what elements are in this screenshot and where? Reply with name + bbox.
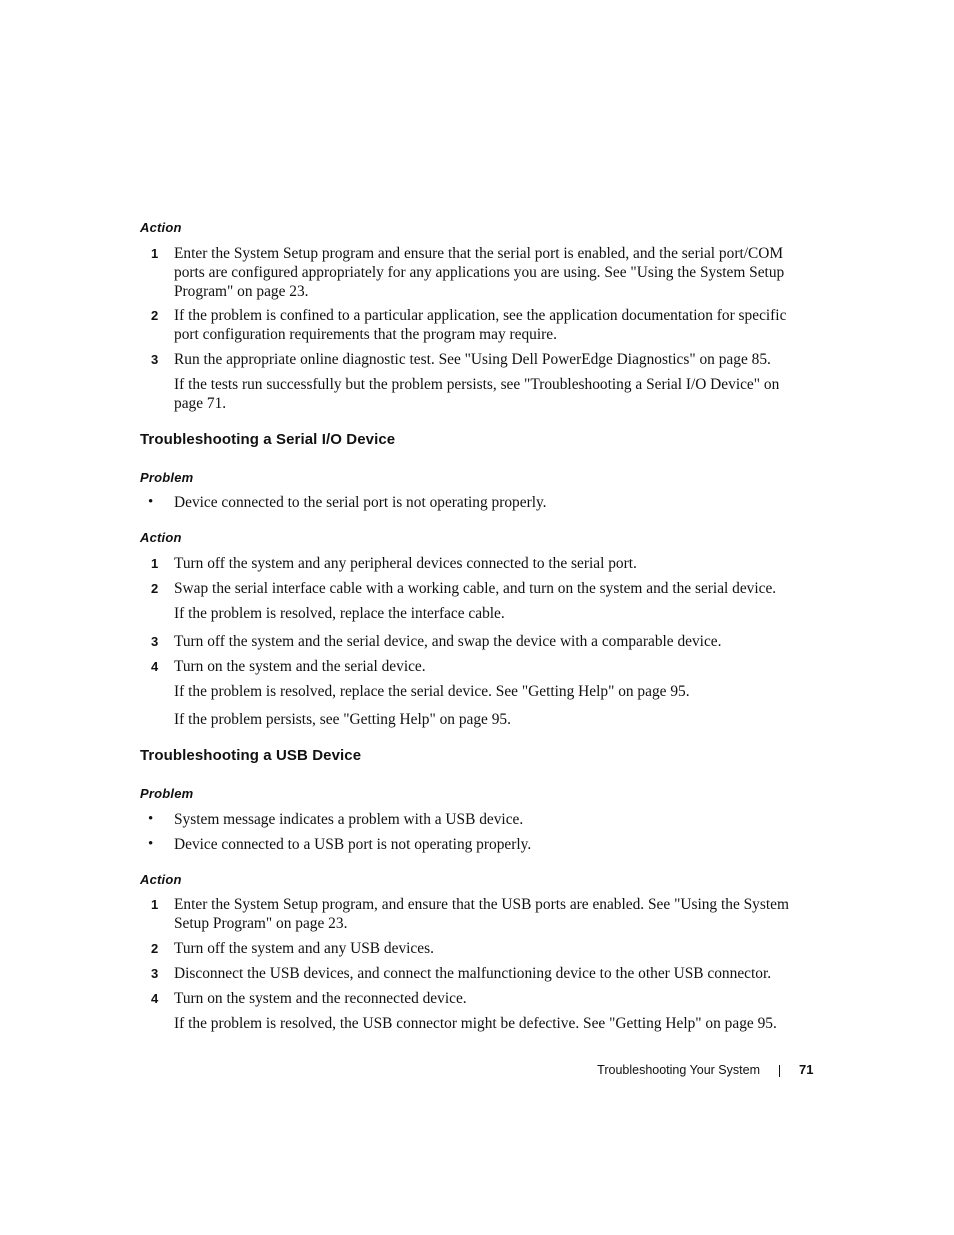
bullet-marker: • [148, 836, 154, 852]
step-number: 3 [151, 352, 159, 367]
step-text: Disconnect the USB devices, and connect the malfunctioning device to the other USB connector. [174, 965, 772, 982]
page-number: 71 [799, 1062, 814, 1077]
problem-item: Device connected to the serial port is not operating properly. [174, 494, 547, 511]
step-text: Run the appropriate online diagnostic test. See "Using Dell PowerEdge Diagnostics" on page 85. [174, 351, 771, 368]
step-number: 2 [151, 941, 159, 956]
step-number: 4 [151, 991, 159, 1006]
step-note: If the problem is resolved, replace the interface cable. [174, 605, 505, 622]
bullet-marker: • [148, 494, 154, 510]
action-label: Action [140, 872, 182, 887]
bullet-marker: • [148, 811, 154, 827]
problem-item: System message indicates a problem with a USB device. [174, 811, 524, 828]
footer-chapter-title: Troubleshooting Your System [597, 1063, 760, 1077]
step-number: 3 [151, 966, 159, 981]
step-text: Turn on the system and the reconnected device. [174, 990, 467, 1007]
step-text: Swap the serial interface cable with a working cable, and turn on the system and the serial device. [174, 580, 777, 597]
step-number: 3 [151, 634, 159, 649]
footer-divider [779, 1065, 780, 1077]
step-text: If the problem is confined to a particular application, see the application documentation for specific port configuration requirements that the program may require. [174, 307, 787, 343]
step-text: Turn on the system and the serial device. [174, 658, 426, 675]
step-text: Enter the System Setup program and ensure that the serial port is enabled, and the serial port/COM ports are configured appropriately for any applications you are using. See "Using the System Setup Program" on page 23. [174, 245, 785, 300]
step-note: If the tests run successfully but the problem persists, see "Troubleshooting a Serial I/O Device" on page 71. [174, 376, 780, 412]
step-note: If the problem is resolved, the USB connector might be defective. See "Getting Help" on page 95. [174, 1015, 777, 1032]
step-number: 1 [151, 897, 159, 912]
step-note: If the problem is resolved, replace the serial device. See "Getting Help" on page 95. [174, 683, 690, 700]
problem-item: Device connected to a USB port is not operating properly. [174, 836, 532, 853]
step-note: If the problem persists, see "Getting Help" on page 95. [174, 711, 511, 728]
step-number: 2 [151, 308, 159, 323]
step-text: Enter the System Setup program, and ensure that the USB ports are enabled. See "Using the System Setup Program" on page 23. [174, 896, 789, 932]
step-number: 1 [151, 246, 159, 261]
step-text: Turn off the system and any peripheral devices connected to the serial port. [174, 555, 637, 572]
problem-label: Problem [140, 470, 194, 485]
action-label: Action [140, 530, 182, 545]
step-text: Turn off the system and the serial device, and swap the device with a comparable device. [174, 633, 722, 650]
action-label: Action [140, 220, 182, 235]
step-number: 2 [151, 581, 159, 596]
section-heading: Troubleshooting a USB Device [140, 747, 362, 764]
step-number: 4 [151, 659, 159, 674]
step-text: Turn off the system and any USB devices. [174, 940, 434, 957]
section-heading: Troubleshooting a Serial I/O Device [140, 431, 396, 448]
problem-label: Problem [140, 786, 194, 801]
step-number: 1 [151, 556, 159, 571]
